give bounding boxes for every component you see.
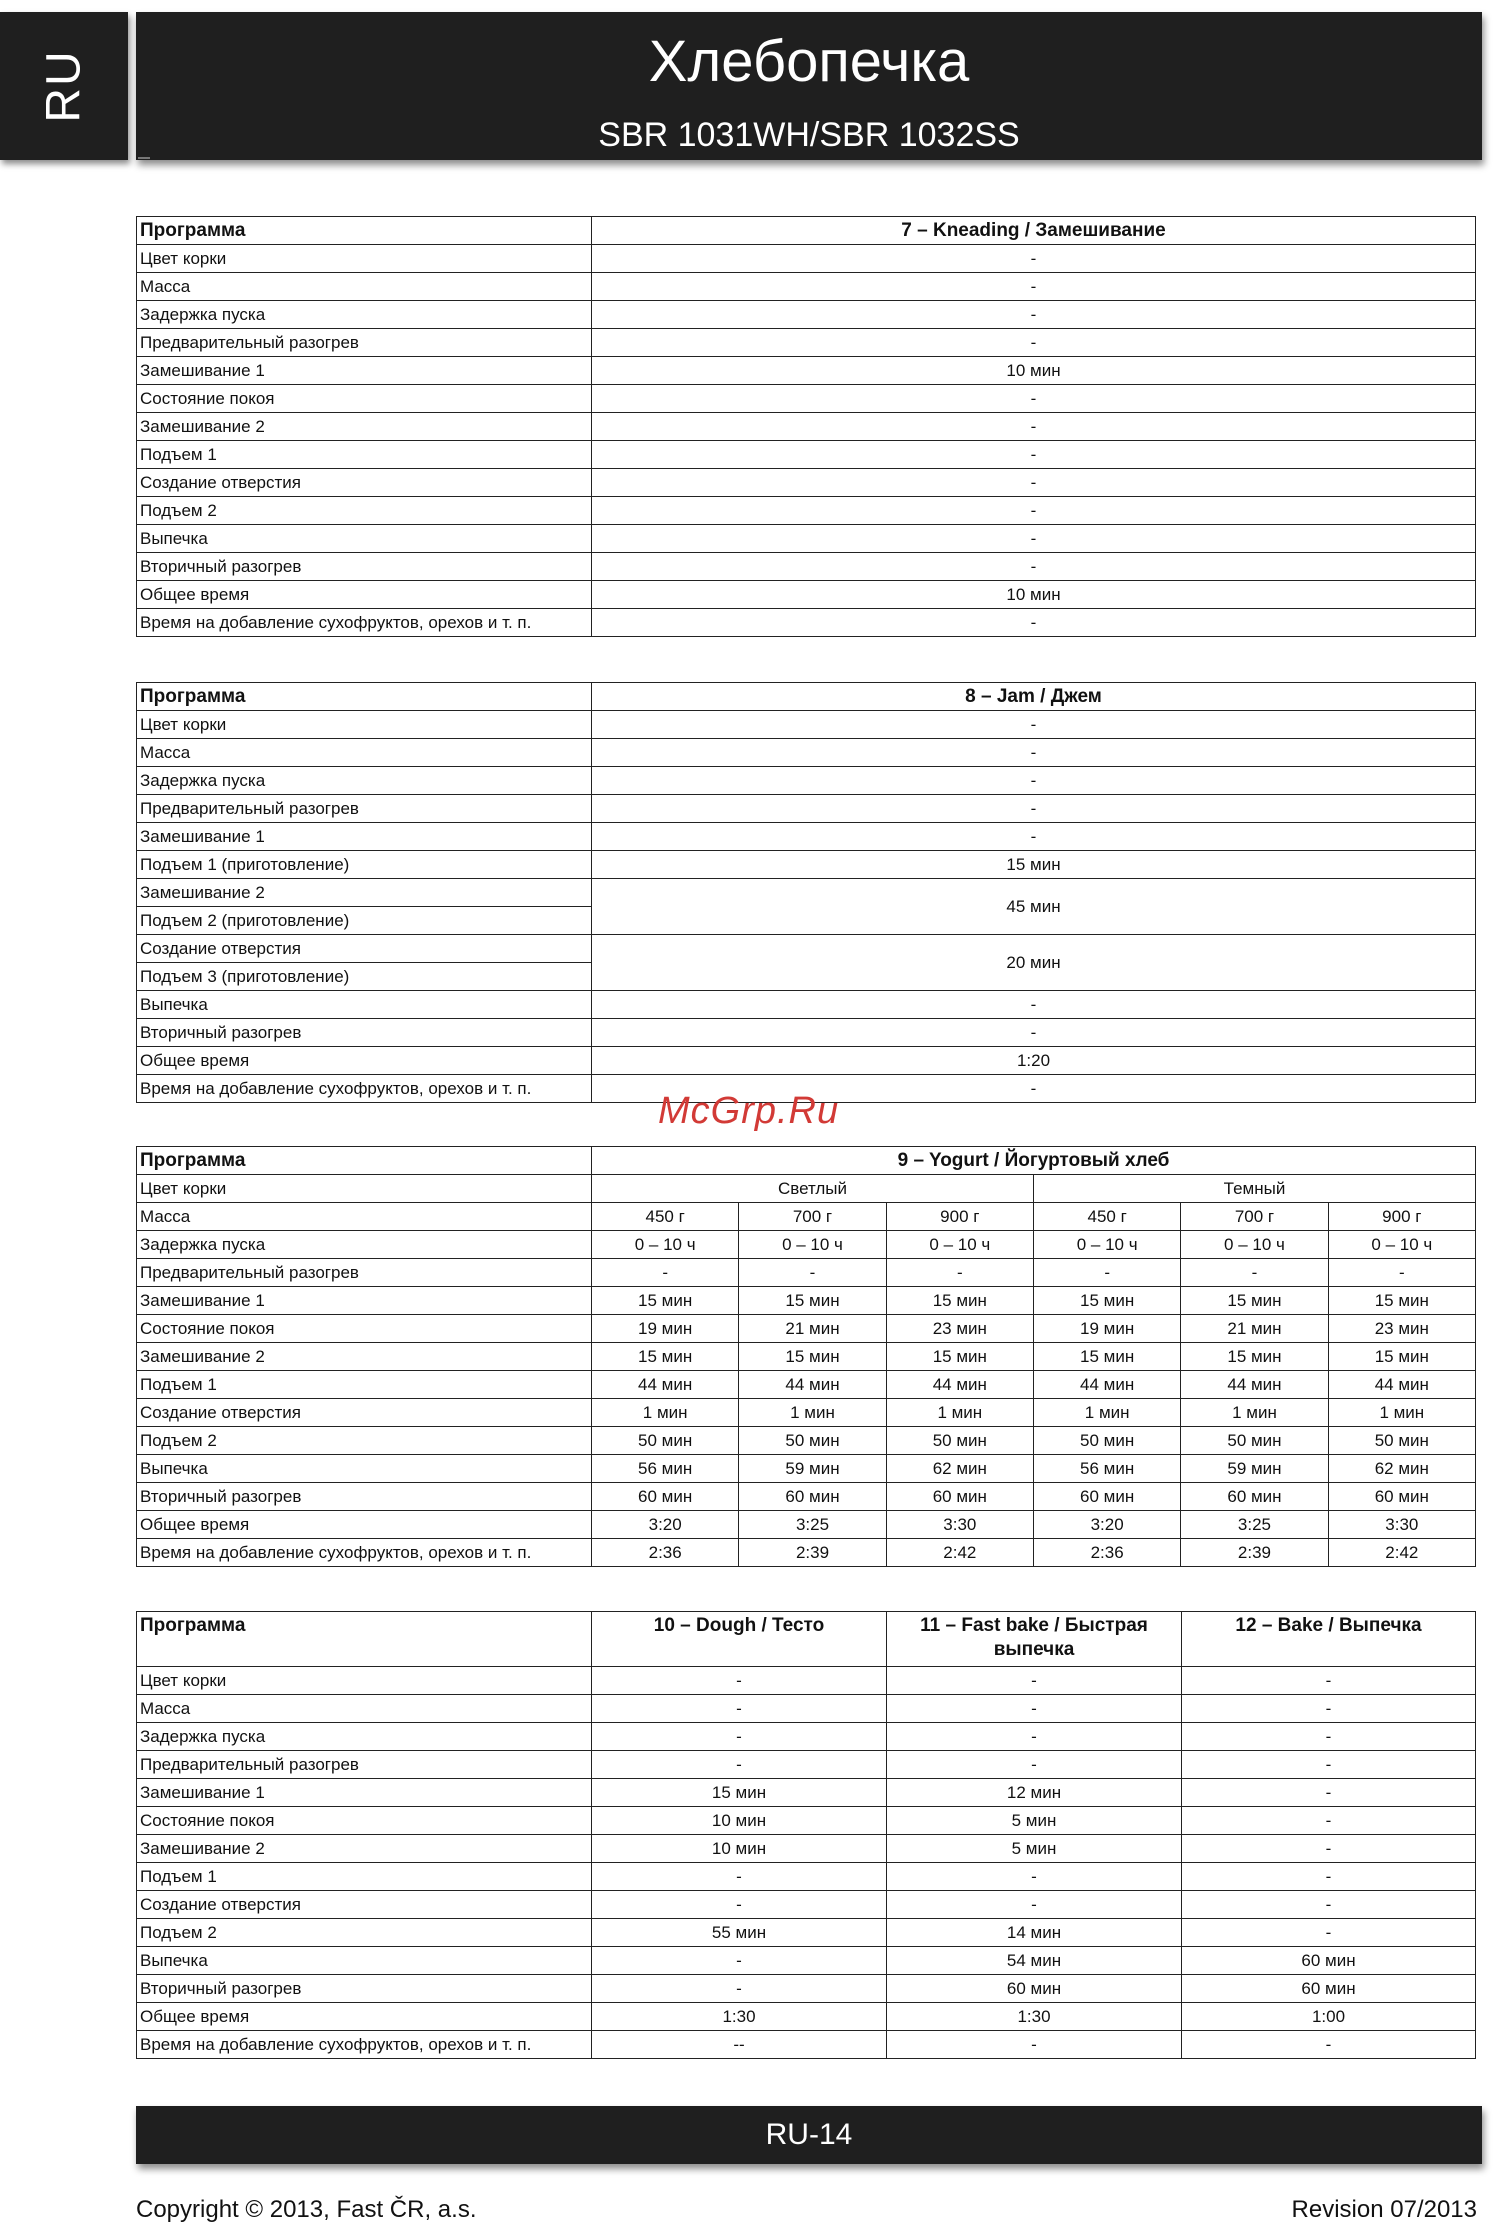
row-value: 59 мин <box>739 1455 886 1483</box>
table-row <box>137 2031 1476 2059</box>
row-label: Вторичный разогрев <box>137 1975 592 2003</box>
row-value: - <box>1033 1259 1180 1287</box>
table-row <box>137 1483 1476 1511</box>
row-value: 62 мин <box>886 1455 1033 1483</box>
row-value: - <box>887 1751 1182 1779</box>
table-row <box>137 1047 1476 1075</box>
row-value: 1 мин <box>886 1399 1033 1427</box>
table-row <box>137 1835 1476 1863</box>
program-name: 10 – Dough / Тесто <box>592 1612 887 1667</box>
row-label: Подъем 1 (приготовление) <box>137 851 592 879</box>
row-value: - <box>592 525 1476 553</box>
row-label: Замешивание 1 <box>137 1287 592 1315</box>
row-value: 15 мин <box>592 1343 739 1371</box>
row-label: Предварительный разогрев <box>137 1751 592 1779</box>
table-row <box>137 329 1476 357</box>
row-label: Цвет корки <box>137 711 592 739</box>
table-row <box>137 1019 1476 1047</box>
row-label: Предварительный разогрев <box>137 1259 592 1287</box>
row-value: - <box>592 1891 887 1919</box>
table-row <box>137 1511 1476 1539</box>
language-tab <box>0 12 128 160</box>
row-value: 3:25 <box>1181 1511 1328 1539</box>
row-value: - <box>592 823 1476 851</box>
table-row <box>137 1779 1476 1807</box>
table-row <box>137 851 1476 879</box>
row-value: 1:00 <box>1182 2003 1476 2031</box>
table-row <box>137 497 1476 525</box>
row-value: 60 мин <box>739 1483 886 1511</box>
row-value: 50 мин <box>886 1427 1033 1455</box>
row-value: - <box>887 1723 1182 1751</box>
table-row <box>137 525 1476 553</box>
row-label: Цвет корки <box>137 1667 592 1695</box>
program-name: 11 – Fast bake / Быстрая выпечка <box>887 1612 1182 1667</box>
row-value: 0 – 10 ч <box>739 1231 886 1259</box>
table-row <box>137 711 1476 739</box>
row-value: 3:20 <box>1033 1511 1180 1539</box>
row-label: Подъем 2 <box>137 1427 592 1455</box>
row-label: Замешивание 1 <box>137 357 592 385</box>
row-value: - <box>592 1751 887 1779</box>
row-label: Масса <box>137 1203 592 1231</box>
table-row <box>137 1539 1476 1567</box>
row-value: 59 мин <box>1181 1455 1328 1483</box>
row-value: 44 мин <box>1328 1371 1475 1399</box>
row-value: 1 мин <box>592 1399 739 1427</box>
language-label: RU <box>37 49 91 123</box>
row-value: 44 мин <box>1033 1371 1180 1399</box>
row-label: Общее время <box>137 2003 592 2031</box>
header-divider <box>138 157 150 159</box>
table-row <box>137 1723 1476 1751</box>
row-label: Замешивание 1 <box>137 1779 592 1807</box>
page-number: RU-14 <box>136 2106 1482 2164</box>
row-value: 700 г <box>1181 1203 1328 1231</box>
row-value: - <box>592 1975 887 2003</box>
row-value: 60 мин <box>887 1975 1182 2003</box>
table-row <box>137 1231 1476 1259</box>
row-value: 15 мин <box>1328 1287 1475 1315</box>
table-row <box>137 1975 1476 2003</box>
table-row <box>137 1919 1476 1947</box>
row-value: 50 мин <box>739 1427 886 1455</box>
row-label: Подъем 3 (приготовление) <box>137 963 592 991</box>
row-label: Выпечка <box>137 525 592 553</box>
row-value: 56 мин <box>592 1455 739 1483</box>
row-value: - <box>1182 1835 1476 1863</box>
row-value: 60 мин <box>1182 1947 1476 1975</box>
row-value: 44 мин <box>1181 1371 1328 1399</box>
row-value: 44 мин <box>886 1371 1033 1399</box>
row-value: - <box>887 1891 1182 1919</box>
table-row <box>137 879 1476 907</box>
row-label: Общее время <box>137 581 592 609</box>
table-header-row <box>137 683 1476 711</box>
table-row <box>137 1751 1476 1779</box>
table-row <box>137 441 1476 469</box>
table-row <box>137 553 1476 581</box>
table-row <box>137 1315 1476 1343</box>
row-value: - <box>592 469 1476 497</box>
table-row <box>137 469 1476 497</box>
row-value: 15 мин <box>1181 1343 1328 1371</box>
row-value: 21 мин <box>1181 1315 1328 1343</box>
row-value: - <box>592 1259 739 1287</box>
row-label: Общее время <box>137 1511 592 1539</box>
row-value: 60 мин <box>1033 1483 1180 1511</box>
row-value: 1:30 <box>887 2003 1182 2031</box>
row-value: - <box>592 441 1476 469</box>
table-row <box>137 1399 1476 1427</box>
row-label: Выпечка <box>137 1947 592 1975</box>
program-name: 8 – Jam / Джем <box>592 683 1476 711</box>
table-row <box>137 245 1476 273</box>
table-row <box>137 1455 1476 1483</box>
merged-value: 20 мин <box>592 935 1476 991</box>
row-value: 1:20 <box>592 1047 1476 1075</box>
row-value: - <box>1182 1779 1476 1807</box>
row-value: - <box>1182 1667 1476 1695</box>
row-label: Состояние покоя <box>137 385 592 413</box>
row-value: - <box>1182 1891 1476 1919</box>
row-value: 15 мин <box>739 1287 886 1315</box>
program-7-table <box>136 216 1476 637</box>
row-value: 0 – 10 ч <box>1181 1231 1328 1259</box>
row-value: 450 г <box>592 1203 739 1231</box>
program-name: 9 – Yogurt / Йогуртовый хлеб <box>592 1147 1476 1175</box>
row-value: 50 мин <box>1181 1427 1328 1455</box>
row-value: 23 мин <box>1328 1315 1475 1343</box>
row-value: 62 мин <box>1328 1455 1475 1483</box>
row-value: - <box>592 413 1476 441</box>
row-value: - <box>887 1863 1182 1891</box>
crust-color-row <box>137 1175 1476 1203</box>
program-header: Программа <box>137 217 592 245</box>
crust-dark: Темный <box>1033 1175 1475 1203</box>
watermark: McGrp.Ru <box>658 1090 840 1132</box>
row-value: 23 мин <box>886 1315 1033 1343</box>
table-row <box>137 1259 1476 1287</box>
row-value: 60 мин <box>1328 1483 1475 1511</box>
row-value: - <box>1182 1695 1476 1723</box>
table-row <box>137 1343 1476 1371</box>
row-value: - <box>1182 1863 1476 1891</box>
row-value: 10 мин <box>592 1835 887 1863</box>
row-value: 1:30 <box>592 2003 887 2031</box>
row-value: 15 мин <box>1181 1287 1328 1315</box>
row-label: Создание отверстия <box>137 1399 592 1427</box>
row-value: - <box>592 1667 887 1695</box>
row-value: 19 мин <box>1033 1315 1180 1343</box>
row-value: - <box>592 1723 887 1751</box>
table-row <box>137 1667 1476 1695</box>
table-row <box>137 273 1476 301</box>
table-row <box>137 1891 1476 1919</box>
row-value: 50 мин <box>1328 1427 1475 1455</box>
row-value: - <box>592 301 1476 329</box>
row-value: 3:25 <box>739 1511 886 1539</box>
row-value: 50 мин <box>592 1427 739 1455</box>
row-label: Состояние покоя <box>137 1315 592 1343</box>
row-label: Создание отверстия <box>137 935 592 963</box>
row-value: 60 мин <box>1182 1975 1476 2003</box>
row-label: Подъем 2 (приготовление) <box>137 907 592 935</box>
row-value: 56 мин <box>1033 1455 1180 1483</box>
row-value: 14 мин <box>887 1919 1182 1947</box>
program-name: 7 – Kneading / Замешивание <box>592 217 1476 245</box>
program-header: Программа <box>137 683 592 711</box>
table-row <box>137 1287 1476 1315</box>
row-value: 900 г <box>886 1203 1033 1231</box>
row-value: 2:42 <box>886 1539 1033 1567</box>
row-label: Замешивание 2 <box>137 1835 592 1863</box>
row-value: 50 мин <box>1033 1427 1180 1455</box>
row-value: - <box>592 245 1476 273</box>
program-9-table <box>136 1146 1476 1567</box>
row-value: - <box>592 329 1476 357</box>
table-row <box>137 1203 1476 1231</box>
row-value: 60 мин <box>592 1483 739 1511</box>
row-value: 15 мин <box>592 851 1476 879</box>
program-header: Программа <box>137 1147 592 1175</box>
row-label: Замешивание 1 <box>137 823 592 851</box>
row-value: - <box>1182 1807 1476 1835</box>
row-value: - <box>592 609 1476 637</box>
row-label: Масса <box>137 1695 592 1723</box>
copyright: Copyright © 2013, Fast ČR, a.s. <box>136 2196 477 2223</box>
row-value: 15 мин <box>592 1287 739 1315</box>
row-label: Задержка пуска <box>137 301 592 329</box>
row-value: 2:36 <box>592 1539 739 1567</box>
row-value: - <box>1182 1919 1476 1947</box>
row-value: 3:30 <box>886 1511 1033 1539</box>
row-label: Предварительный разогрев <box>137 329 592 357</box>
row-value: - <box>592 1019 1476 1047</box>
table-row <box>137 581 1476 609</box>
row-value: 0 – 10 ч <box>1033 1231 1180 1259</box>
row-value: 3:20 <box>592 1511 739 1539</box>
table-row <box>137 795 1476 823</box>
row-label: Подъем 2 <box>137 497 592 525</box>
row-value: 2:39 <box>1181 1539 1328 1567</box>
row-value: - <box>592 497 1476 525</box>
revision: Revision 07/2013 <box>1291 2196 1477 2223</box>
table-row <box>137 991 1476 1019</box>
row-value: 0 – 10 ч <box>1328 1231 1475 1259</box>
row-label: Замешивание 2 <box>137 413 592 441</box>
program-10-12-table <box>136 1611 1476 2059</box>
row-value: - <box>592 385 1476 413</box>
row-value: - <box>1182 2031 1476 2059</box>
row-value: 15 мин <box>886 1343 1033 1371</box>
table-row <box>137 739 1476 767</box>
row-value: 1 мин <box>739 1399 886 1427</box>
row-value: -- <box>592 2031 887 2059</box>
table-row <box>137 1863 1476 1891</box>
row-value: - <box>886 1259 1033 1287</box>
row-value: 1 мин <box>1328 1399 1475 1427</box>
row-value: 2:42 <box>1328 1539 1475 1567</box>
row-label: Время на добавление сухофруктов, орехов и т. п. <box>137 1075 592 1103</box>
row-label: Вторичный разогрев <box>137 1019 592 1047</box>
row-value: 0 – 10 ч <box>886 1231 1033 1259</box>
table-row <box>137 2003 1476 2031</box>
row-value: 5 мин <box>887 1807 1182 1835</box>
model-number: SBR 1031WH/SBR 1032SS <box>598 116 1020 154</box>
table-row <box>137 413 1476 441</box>
row-label: Масса <box>137 273 592 301</box>
row-value: 15 мин <box>592 1779 887 1807</box>
row-label: Замешивание 2 <box>137 1343 592 1371</box>
row-value: - <box>887 1667 1182 1695</box>
row-value: 15 мин <box>1033 1287 1180 1315</box>
row-label: Масса <box>137 739 592 767</box>
row-value: - <box>592 795 1476 823</box>
row-value: - <box>887 2031 1182 2059</box>
row-value: - <box>592 1947 887 1975</box>
row-label: Время на добавление сухофруктов, орехов и т. п. <box>137 2031 592 2059</box>
row-value: 15 мин <box>739 1343 886 1371</box>
row-label: Вторичный разогрев <box>137 1483 592 1511</box>
row-label: Замешивание 2 <box>137 879 592 907</box>
row-value: 21 мин <box>739 1315 886 1343</box>
row-value: 12 мин <box>887 1779 1182 1807</box>
row-value: - <box>1181 1259 1328 1287</box>
table-row <box>137 385 1476 413</box>
row-value: - <box>592 273 1476 301</box>
row-value: - <box>592 1075 1476 1103</box>
row-value: 15 мин <box>1033 1343 1180 1371</box>
row-value: 15 мин <box>1328 1343 1475 1371</box>
table-row <box>137 767 1476 795</box>
row-label: Задержка пуска <box>137 1231 592 1259</box>
row-label: Выпечка <box>137 991 592 1019</box>
row-label: Предварительный разогрев <box>137 795 592 823</box>
row-value: 5 мин <box>887 1835 1182 1863</box>
row-label: Цвет корки <box>137 245 592 273</box>
row-label: Подъем 1 <box>137 1371 592 1399</box>
table-row <box>137 1427 1476 1455</box>
table-header-row <box>137 217 1476 245</box>
row-value: 15 мин <box>886 1287 1033 1315</box>
row-value: 60 мин <box>1181 1483 1328 1511</box>
table-header-row <box>137 1147 1476 1175</box>
row-label: Состояние покоя <box>137 1807 592 1835</box>
page-header <box>136 12 1482 160</box>
table-row <box>137 301 1476 329</box>
row-label: Общее время <box>137 1047 592 1075</box>
table-row <box>137 1947 1476 1975</box>
row-value: - <box>887 1695 1182 1723</box>
row-value: 1 мин <box>1033 1399 1180 1427</box>
row-value: - <box>1328 1259 1475 1287</box>
row-value: - <box>592 767 1476 795</box>
row-label: Время на добавление сухофруктов, орехов и т. п. <box>137 1539 592 1567</box>
program-name: 12 – Bake / Выпечка <box>1182 1612 1476 1667</box>
row-value: 3:30 <box>1328 1511 1475 1539</box>
row-label: Подъем 1 <box>137 441 592 469</box>
row-label: Создание отверстия <box>137 1891 592 1919</box>
row-value: 10 мин <box>592 1807 887 1835</box>
row-value: 44 мин <box>592 1371 739 1399</box>
row-value: - <box>592 991 1476 1019</box>
program-8-table <box>136 682 1476 1103</box>
row-label: Подъем 1 <box>137 1863 592 1891</box>
row-value: - <box>1182 1723 1476 1751</box>
row-value: - <box>1182 1751 1476 1779</box>
row-value: 44 мин <box>739 1371 886 1399</box>
row-value: 2:36 <box>1033 1539 1180 1567</box>
merged-value: 45 мин <box>592 879 1476 935</box>
row-value: - <box>592 553 1476 581</box>
row-value: - <box>592 1695 887 1723</box>
table-row <box>137 1371 1476 1399</box>
table-row <box>137 357 1476 385</box>
table-row <box>137 1807 1476 1835</box>
row-label: Задержка пуска <box>137 767 592 795</box>
row-value: - <box>592 1863 887 1891</box>
row-value: 2:39 <box>739 1539 886 1567</box>
row-value: - <box>592 711 1476 739</box>
row-value: 10 мин <box>592 581 1476 609</box>
table-row <box>137 935 1476 963</box>
row-label: Задержка пуска <box>137 1723 592 1751</box>
table-row <box>137 823 1476 851</box>
row-label: Создание отверстия <box>137 469 592 497</box>
row-value: - <box>592 739 1476 767</box>
row-value: 10 мин <box>592 357 1476 385</box>
row-value: 54 мин <box>887 1947 1182 1975</box>
row-value: 450 г <box>1033 1203 1180 1231</box>
row-label: Подъем 2 <box>137 1919 592 1947</box>
row-value: 0 – 10 ч <box>592 1231 739 1259</box>
row-label: Вторичный разогрев <box>137 553 592 581</box>
page-title: Хлебопечка <box>648 29 970 94</box>
table-row <box>137 1695 1476 1723</box>
row-label: Время на добавление сухофруктов, орехов и т. п. <box>137 609 592 637</box>
table-header-row <box>137 1612 1476 1667</box>
row-value: - <box>739 1259 886 1287</box>
table-row <box>137 609 1476 637</box>
row-value: 60 мин <box>886 1483 1033 1511</box>
row-label: Цвет корки <box>137 1175 592 1203</box>
row-value: 55 мин <box>592 1919 887 1947</box>
program-header: Программа <box>137 1612 592 1667</box>
crust-light: Светлый <box>592 1175 1034 1203</box>
row-label: Выпечка <box>137 1455 592 1483</box>
row-value: 1 мин <box>1181 1399 1328 1427</box>
row-value: 900 г <box>1328 1203 1475 1231</box>
row-value: 19 мин <box>592 1315 739 1343</box>
row-value: 700 г <box>739 1203 886 1231</box>
